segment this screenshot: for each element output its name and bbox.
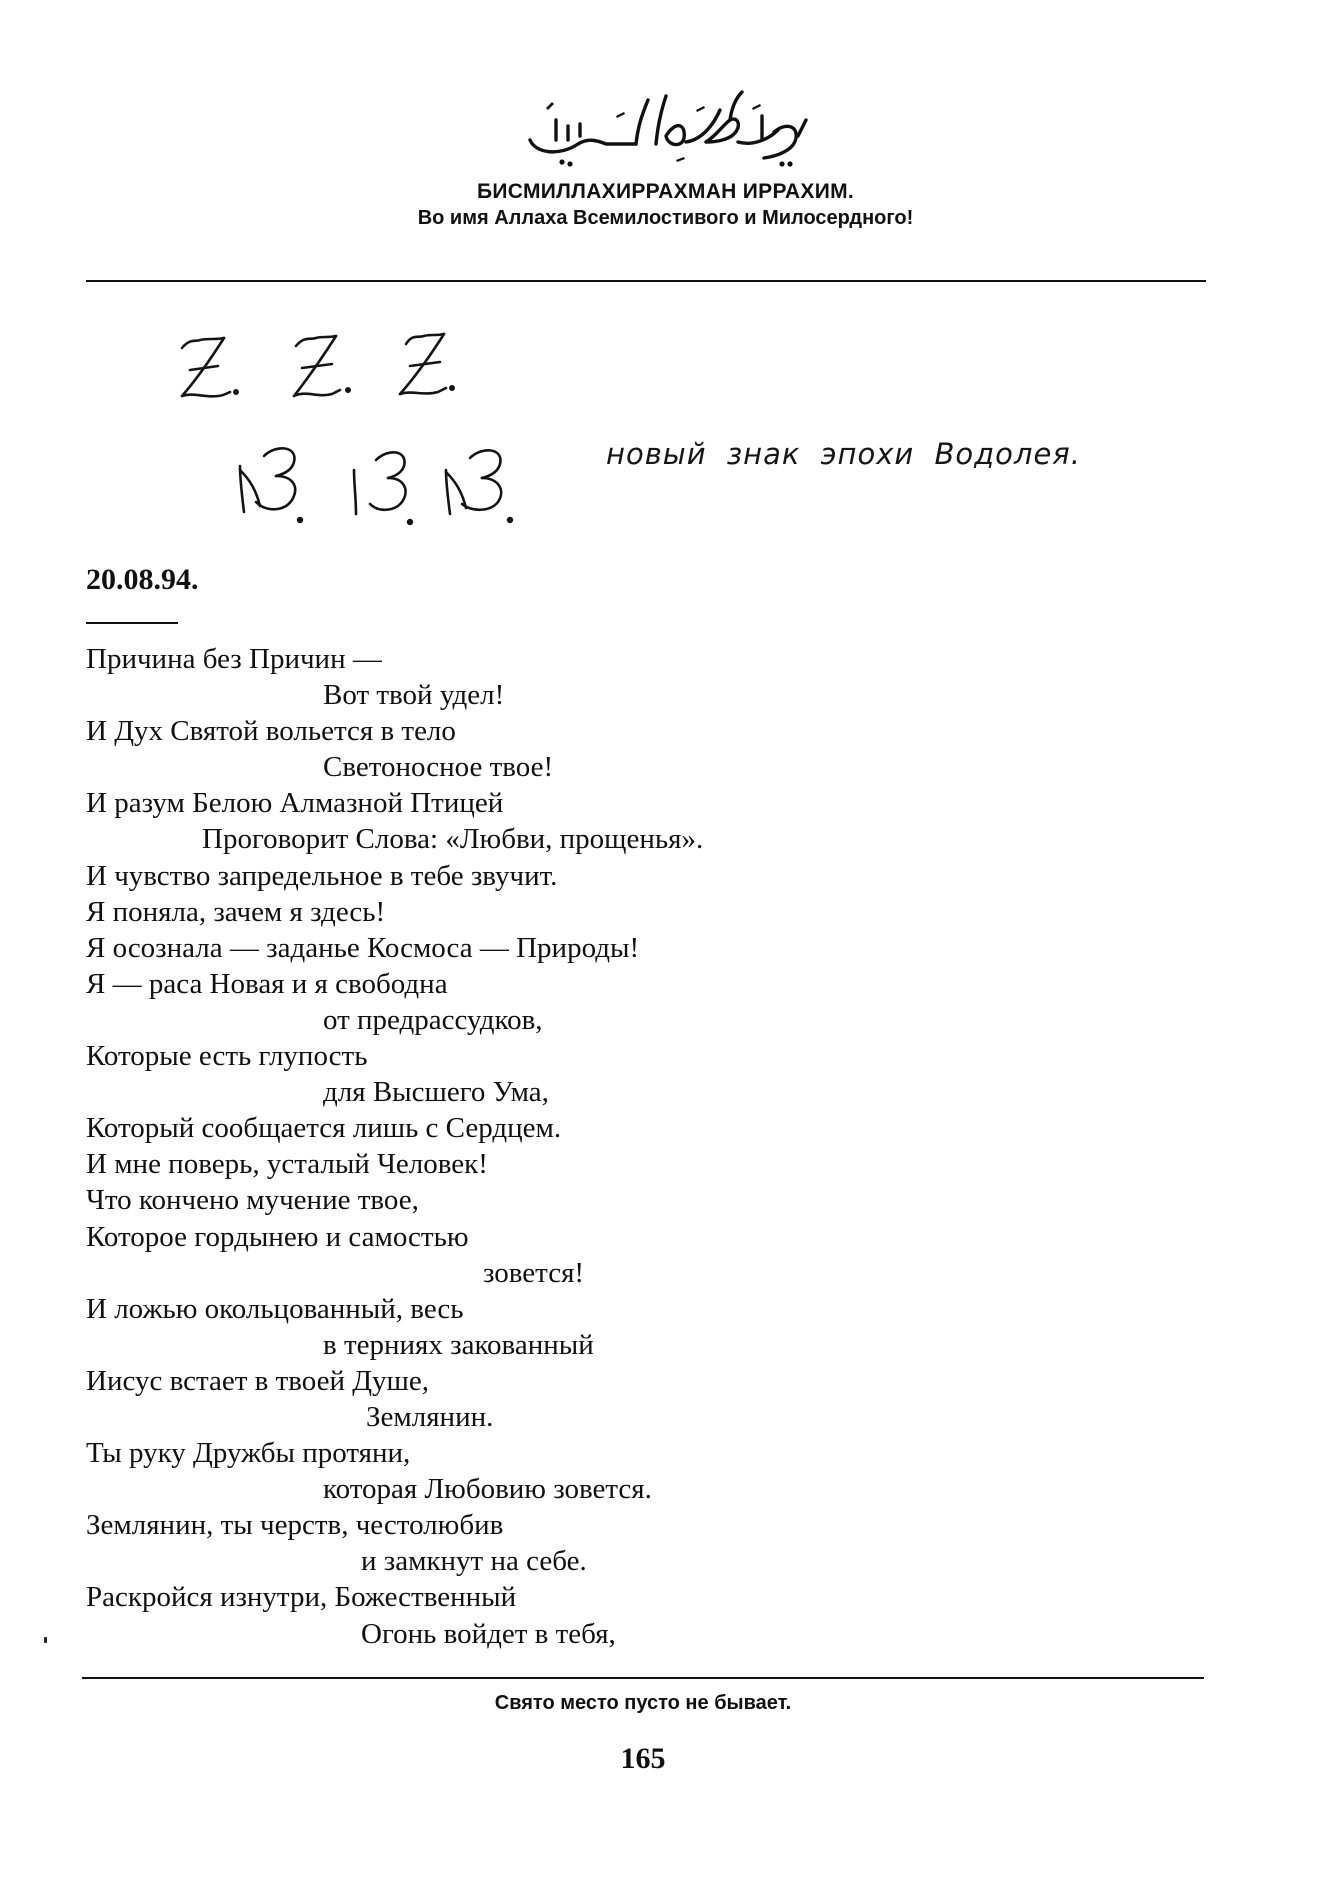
poem-line: Землянин. [366, 1400, 494, 1433]
handwritten-note: новый знак эпохи Водолея. [606, 437, 1081, 471]
poem-line: Ты руку Дружбы протяни, [86, 1437, 411, 1470]
poem-line: Причина без Причин — [86, 643, 382, 675]
poem-line: зовется! [483, 1256, 585, 1289]
bismillah-calligraphy-icon [516, 80, 816, 172]
footer-proverb: Свято место пусто не бывает. [494, 1692, 792, 1714]
poem-line: в терниях закованный [323, 1328, 594, 1361]
poem-line: И разум Белою Алмазной Птицей [86, 787, 504, 820]
poem-line: Иисус встает в твоей Душе, [86, 1364, 430, 1397]
poem-line: Которые есть глупость [86, 1040, 368, 1073]
poem-line: Я поняла, зачем я здесь! [86, 895, 386, 928]
date-underline [86, 622, 178, 624]
poem-line: которая Любовию зовется. [323, 1473, 652, 1506]
poem-line: Которое гордынею и самостью [86, 1220, 469, 1253]
poem-line: Проговорит Слова: «Любви, прощенья». [202, 823, 704, 856]
handwritten-symbols-icon [160, 320, 600, 540]
poem-line: Который сообщается лишь с Сердцем. [86, 1112, 562, 1145]
poem-line: и замкнут на себе. [361, 1545, 587, 1578]
poem-line: И мне поверь, усталый Человек! [86, 1148, 488, 1181]
poem-line: Огонь войдет в тебя, [361, 1617, 616, 1650]
poem-line: Что кончено мучение твое, [86, 1184, 419, 1217]
page-header [0, 80, 1331, 230]
poem-line: от предрассудков, [323, 1003, 543, 1036]
page-number: 165 [620, 1742, 666, 1775]
poem-line: для Высшего Ума, [323, 1076, 549, 1109]
top-divider [86, 280, 1206, 282]
bottom-divider [82, 1677, 1204, 1679]
poem-date: 20.08.94. [86, 563, 199, 596]
poem-line: И чувство запредельное в тебе звучит. [86, 859, 558, 892]
poem-line: Землянин, ты черств, честолюбив [86, 1509, 504, 1542]
header-subtitle: Во имя Аллаха Всемилостивого и Милосердного! [417, 207, 914, 229]
scan-speck [44, 1637, 47, 1643]
poem-line: И Дух Святой вольется в тело [86, 715, 456, 748]
poem-line: И ложью окольцованный, весь [86, 1292, 464, 1325]
poem-body [86, 641, 1186, 1652]
poem-line: Я осознала — заданье Космоса — Природы! [86, 931, 640, 964]
poem-line: Светоносное твое! [323, 751, 554, 784]
poem-line: Раскройся изнутри, Божественный [86, 1581, 517, 1614]
poem-line: Вот твой удел! [323, 679, 505, 712]
poem-line: Я — раса Новая и я свободна [86, 967, 448, 1000]
header-title: БИСМИЛЛАХИРРАХМАН ИРРАХИМ. [476, 180, 855, 203]
